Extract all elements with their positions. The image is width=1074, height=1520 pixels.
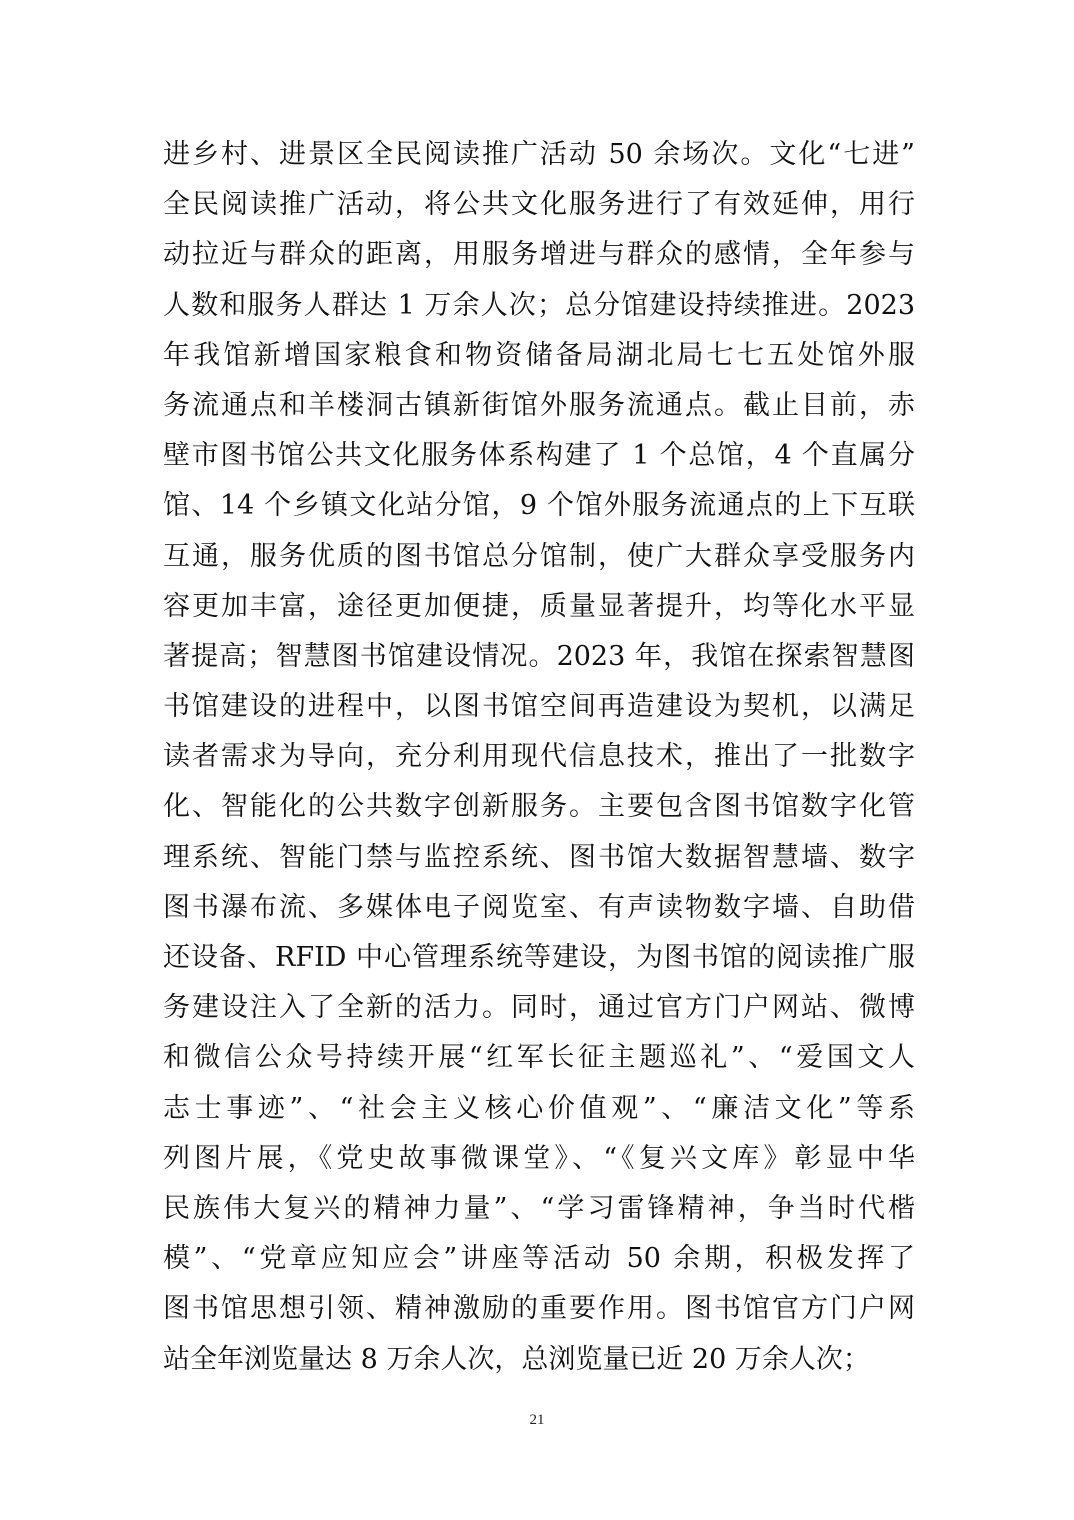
text-line: 容更加丰富，途径更加便捷，质量显著提升，均等化水平显 [163, 590, 915, 622]
text-line: 人数和服务人群达 1 万余人次；总分馆建设持续推进。2023 [163, 289, 915, 321]
body-paragraph [163, 130, 915, 1385]
text-line: 化、智能化的公共数字创新服务。主要包含图书馆数字化管 [163, 791, 915, 823]
text-line: 站全年浏览量达 8 万余人次，总浏览量已近 20 万余人次； [163, 1343, 870, 1375]
text-line: 务建设注入了全新的活力。同时，通过官方门户网站、微博 [163, 992, 915, 1024]
text-line: 图书瀑布流、多媒体电子阅览室、有声读物数字墙、自助借 [163, 891, 915, 923]
text-line: 图书馆思想引领、精神激励的重要作用。图书馆官方门户网 [163, 1293, 915, 1325]
text-line: 读者需求为导向，充分利用现代信息技术，推出了一批数字 [163, 741, 915, 773]
text-line: 书馆建设的进程中，以图书馆空间再造建设为契机，以满足 [163, 691, 915, 723]
page-number: 21 [529, 1412, 545, 1428]
text-line: 互通，服务优质的图书馆总分馆制，使广大群众享受服务内 [163, 540, 915, 572]
text-line: 动拉近与群众的距离，用服务增进与群众的感情，全年参与 [163, 239, 915, 271]
text-line: 馆、14 个乡镇文化站分馆，9 个馆外服务流通点的上下互联 [163, 490, 915, 522]
text-line: 著提高；智慧图书馆建设情况。2023 年，我馆在探索智慧图 [163, 640, 915, 672]
text-line: 模”、“党章应知应会”讲座等活动 50 余期，积极发挥了 [163, 1243, 915, 1275]
text-line: 理系统、智能门禁与监控系统、图书馆大数据智慧墙、数字 [163, 841, 915, 873]
text-line: 列图片展，《党史故事微课堂》、“《复兴文库》彰显中华 [163, 1142, 915, 1174]
text-line: 全民阅读推广活动，将公共文化服务进行了有效延伸，用行 [163, 189, 915, 221]
text-line: 务流通点和羊楼洞古镇新街馆外服务流通点。截止目前，赤 [163, 389, 915, 421]
text-line: 年我馆新增国家粮食和物资储备局湖北局七七五处馆外服 [163, 339, 915, 371]
text-line: 进乡村、进景区全民阅读推广活动 50 余场次。文化“七进” [163, 139, 915, 170]
text-line: 壁市图书馆公共文化服务体系构建了 1 个总馆，4 个直属分 [163, 440, 915, 472]
text-line: 民族伟大复兴的精神力量”、“学习雷锋精神，争当时代楷 [163, 1192, 915, 1224]
text-line: 和微信公众号持续开展“红军长征主题巡礼”、“爱国文人 [163, 1042, 915, 1074]
text-line: 志士事迹”、“社会主义核心价值观”、“廉洁文化”等系 [163, 1092, 915, 1124]
text-line: 还设备、RFID 中心管理系统等建设，为图书馆的阅读推广服 [163, 942, 915, 973]
